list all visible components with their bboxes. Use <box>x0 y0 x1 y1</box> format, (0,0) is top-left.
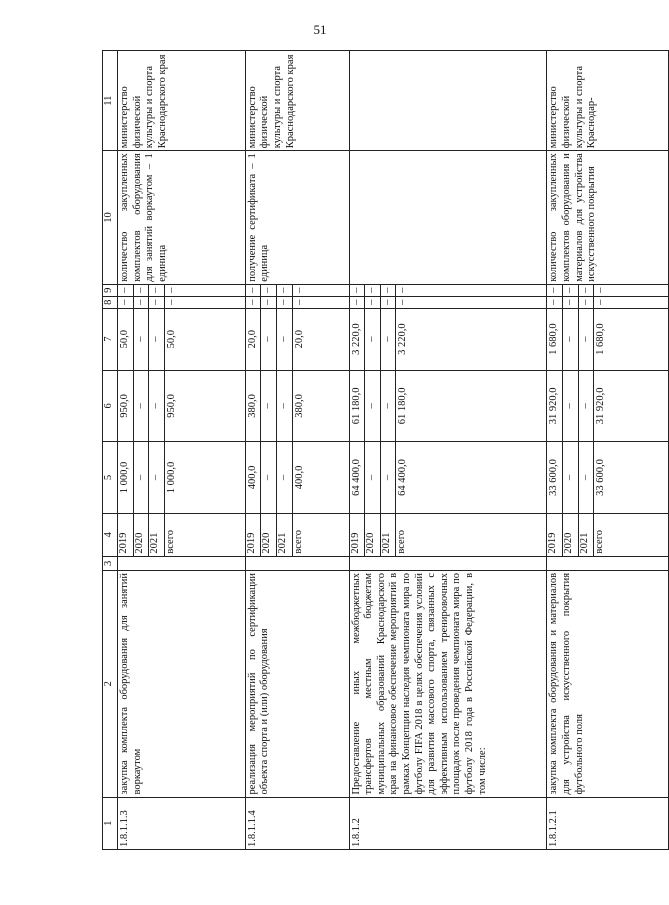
amount-federal-cell: 380,0 <box>292 370 349 442</box>
table-row <box>349 51 365 850</box>
amount-total-cell: 33 600,0 <box>594 442 669 514</box>
year-cell: 2020 <box>261 513 277 556</box>
rotated-table-area <box>102 50 607 850</box>
amount-local-cell: – <box>149 296 165 308</box>
amount-federal-cell: 61 180,0 <box>396 370 547 442</box>
amount-local-cell: – <box>380 296 396 308</box>
amount-total-cell: – <box>562 442 578 514</box>
amount-federal-cell: – <box>365 370 381 442</box>
amount-federal-cell: – <box>149 370 165 442</box>
amount-total-cell: 1 000,0 <box>164 442 245 514</box>
item-number-cell: 1.8.1.1.3 <box>118 797 246 849</box>
amount-regional-cell: 3 220,0 <box>349 308 365 370</box>
item-number-cell: 1.8.1.2 <box>349 797 547 849</box>
year-cell: 2021 <box>380 513 396 556</box>
column-header: 8 <box>103 296 118 308</box>
amount-extra-cell: – <box>594 284 669 296</box>
amount-local-cell: – <box>547 296 563 308</box>
amount-regional-cell: – <box>276 308 292 370</box>
page-number: 51 <box>313 22 327 37</box>
amount-federal-cell: 380,0 <box>245 370 261 442</box>
table-row <box>245 51 261 850</box>
amount-regional-cell: – <box>380 308 396 370</box>
amount-federal-cell: – <box>562 370 578 442</box>
amount-total-cell: 400,0 <box>245 442 261 514</box>
amount-local-cell: – <box>349 296 365 308</box>
year-cell: всего <box>594 513 669 556</box>
amount-extra-cell: – <box>547 284 563 296</box>
amount-regional-cell: 20,0 <box>292 308 349 370</box>
amount-regional-cell: 20,0 <box>245 308 261 370</box>
result-cell: количество закупленных комплектов оборудования и материалов для устройства искусственного покрытия <box>547 151 669 285</box>
amount-total-cell: 1 000,0 <box>118 442 134 514</box>
table-row <box>118 51 134 850</box>
item-description-cell: Предоставление иных межбюджетных трансфертов местным бюджетам муниципальных образований Краснодарского края на финансовое обеспечение мероприятий в рамках Концепции наследия чемпионата мира по футболу FIFA 2018 в целях обеспечения условий для развития массового спорта, связанных с эффективным использованием тренировочных площадок после проведения чемпионата мира по футболу 2018 года в Российской Федерации, в том числе: <box>349 570 547 797</box>
year-cell: всего <box>292 513 349 556</box>
empty-cell <box>245 556 349 570</box>
amount-total-cell: – <box>149 442 165 514</box>
column-header: 4 <box>103 513 118 556</box>
executor-cell: министерство физической культуры и спорта Краснодарского края <box>245 51 349 151</box>
column-header: 7 <box>103 308 118 370</box>
column-header: 9 <box>103 284 118 296</box>
amount-total-cell: – <box>133 442 149 514</box>
amount-federal-cell: 31 920,0 <box>547 370 563 442</box>
amount-total-cell: – <box>261 442 277 514</box>
amount-local-cell: – <box>118 296 134 308</box>
empty-cell <box>349 556 547 570</box>
year-cell: 2020 <box>365 513 381 556</box>
year-cell: 2021 <box>276 513 292 556</box>
year-cell: 2019 <box>547 513 563 556</box>
amount-total-cell: – <box>276 442 292 514</box>
amount-federal-cell: – <box>380 370 396 442</box>
column-header: 10 <box>103 151 118 285</box>
amount-extra-cell: – <box>349 284 365 296</box>
amount-total-cell: 64 400,0 <box>349 442 365 514</box>
amount-total-cell: – <box>380 442 396 514</box>
year-cell: всего <box>396 513 547 556</box>
amount-local-cell: – <box>245 296 261 308</box>
amount-regional-cell: 50,0 <box>118 308 134 370</box>
result-cell: получение сертификата – 1 единица <box>245 151 349 285</box>
amount-regional-cell: 1 680,0 <box>594 308 669 370</box>
amount-local-cell: – <box>562 296 578 308</box>
amount-federal-cell: – <box>276 370 292 442</box>
amount-federal-cell: – <box>261 370 277 442</box>
column-header: 11 <box>103 51 118 151</box>
executor-cell: министерство физической культуры и спорта Краснодарского края <box>118 51 246 151</box>
program-activities-table <box>102 50 669 850</box>
column-header: 3 <box>103 556 118 570</box>
amount-extra-cell: – <box>118 284 134 296</box>
year-cell: 2021 <box>149 513 165 556</box>
executor-cell: министерство физической культуры и спорта Краснодар- <box>547 51 669 151</box>
amount-extra-cell: – <box>133 284 149 296</box>
executor-cell <box>349 51 547 151</box>
amount-local-cell: – <box>396 296 547 308</box>
year-cell: 2019 <box>245 513 261 556</box>
item-description-cell: реализация мероприятий по сертификации объекта спорта и (или) оборудования <box>245 570 349 797</box>
amount-total-cell: 400,0 <box>292 442 349 514</box>
year-cell: 2020 <box>133 513 149 556</box>
result-cell: количество закупленных комплектов оборудования для занятий воркаутом – 1 единица <box>118 151 246 285</box>
amount-total-cell: 33 600,0 <box>547 442 563 514</box>
amount-regional-cell: 3 220,0 <box>396 308 547 370</box>
amount-federal-cell: – <box>133 370 149 442</box>
rotated-table-container <box>102 50 607 850</box>
amount-regional-cell: – <box>133 308 149 370</box>
year-cell: 2020 <box>562 513 578 556</box>
empty-cell <box>118 556 246 570</box>
amount-local-cell: – <box>578 296 594 308</box>
amount-federal-cell: 31 920,0 <box>594 370 669 442</box>
amount-total-cell: 64 400,0 <box>396 442 547 514</box>
column-header: 1 <box>103 797 118 849</box>
amount-regional-cell: – <box>562 308 578 370</box>
amount-extra-cell: – <box>292 284 349 296</box>
amount-local-cell: – <box>365 296 381 308</box>
year-cell: 2019 <box>118 513 134 556</box>
column-header: 6 <box>103 370 118 442</box>
amount-extra-cell: – <box>396 284 547 296</box>
amount-local-cell: – <box>133 296 149 308</box>
amount-extra-cell: – <box>380 284 396 296</box>
year-cell: 2021 <box>578 513 594 556</box>
item-description-cell: закупка комплекта оборудования для занятий воркаутом <box>118 570 246 797</box>
amount-regional-cell: 1 680,0 <box>547 308 563 370</box>
item-description-cell: закупка комплекта оборудования и материалов для устройства искусственного покрытия футбольного поля <box>547 570 669 797</box>
result-cell <box>349 151 547 285</box>
amount-federal-cell: 950,0 <box>118 370 134 442</box>
amount-regional-cell: – <box>365 308 381 370</box>
amount-local-cell: – <box>594 296 669 308</box>
amount-federal-cell: 950,0 <box>164 370 245 442</box>
table-row <box>547 51 563 850</box>
amount-extra-cell: – <box>562 284 578 296</box>
amount-federal-cell: – <box>578 370 594 442</box>
amount-regional-cell: – <box>578 308 594 370</box>
column-header: 5 <box>103 442 118 514</box>
column-number-row <box>103 51 118 850</box>
year-cell: 2019 <box>349 513 365 556</box>
year-cell: всего <box>164 513 245 556</box>
amount-extra-cell: – <box>276 284 292 296</box>
amount-total-cell: – <box>578 442 594 514</box>
amount-extra-cell: – <box>149 284 165 296</box>
amount-local-cell: – <box>276 296 292 308</box>
amount-total-cell: – <box>365 442 381 514</box>
amount-regional-cell: – <box>261 308 277 370</box>
amount-extra-cell: – <box>365 284 381 296</box>
amount-federal-cell: 61 180,0 <box>349 370 365 442</box>
amount-regional-cell: – <box>149 308 165 370</box>
amount-extra-cell: – <box>164 284 245 296</box>
amount-regional-cell: 50,0 <box>164 308 245 370</box>
amount-extra-cell: – <box>578 284 594 296</box>
amount-local-cell: – <box>261 296 277 308</box>
amount-extra-cell: – <box>245 284 261 296</box>
amount-local-cell: – <box>164 296 245 308</box>
empty-cell <box>547 556 669 570</box>
item-number-cell: 1.8.1.2.1 <box>547 797 669 849</box>
column-header: 2 <box>103 570 118 797</box>
amount-extra-cell: – <box>261 284 277 296</box>
amount-local-cell: – <box>292 296 349 308</box>
item-number-cell: 1.8.1.1.4 <box>245 797 349 849</box>
